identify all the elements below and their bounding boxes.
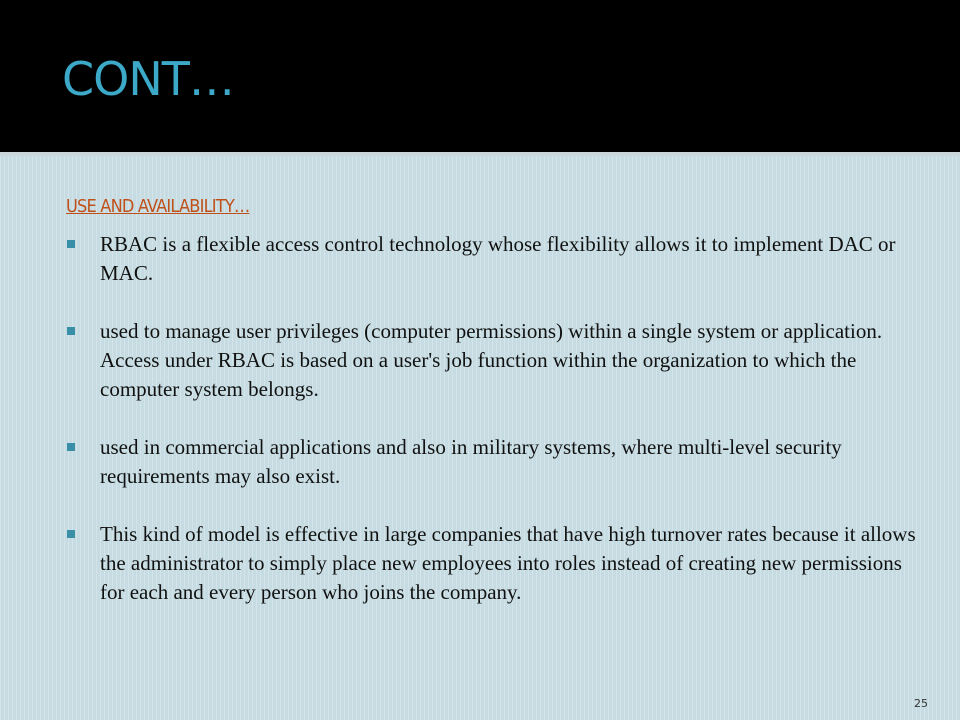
bullet-list	[66, 230, 916, 636]
bullet-text: RBAC is a flexible access control technology whose flexibility allows it to implement DAC or MAC.	[100, 232, 896, 285]
bullet-item	[66, 520, 916, 607]
page-number: 25	[914, 697, 928, 710]
square-bullet-icon	[67, 530, 75, 538]
title-bar	[0, 0, 960, 152]
bullet-text: used to manage user privileges (computer permissions) within a single system or application. Access under RBAC is based on a user's job function within the organization to which the computer system belongs.	[100, 319, 883, 401]
slide-title: CONT…	[62, 52, 234, 106]
bullet-text: This kind of model is effective in large companies that have high turnover rates because it allows the administrator to simply place new employees into roles instead of creating new permissions for each and every person who joins the company.	[100, 522, 916, 604]
section-subheading: USE AND AVAILABILITY…	[66, 196, 250, 217]
content-area	[0, 156, 960, 720]
square-bullet-icon	[67, 443, 75, 451]
bullet-text: used in commercial applications and also in military systems, where multi-level security requirements may also exist.	[100, 435, 842, 488]
square-bullet-icon	[67, 240, 75, 248]
bullet-item	[66, 317, 916, 404]
square-bullet-icon	[67, 327, 75, 335]
bullet-item	[66, 230, 916, 288]
bullet-item	[66, 433, 916, 491]
